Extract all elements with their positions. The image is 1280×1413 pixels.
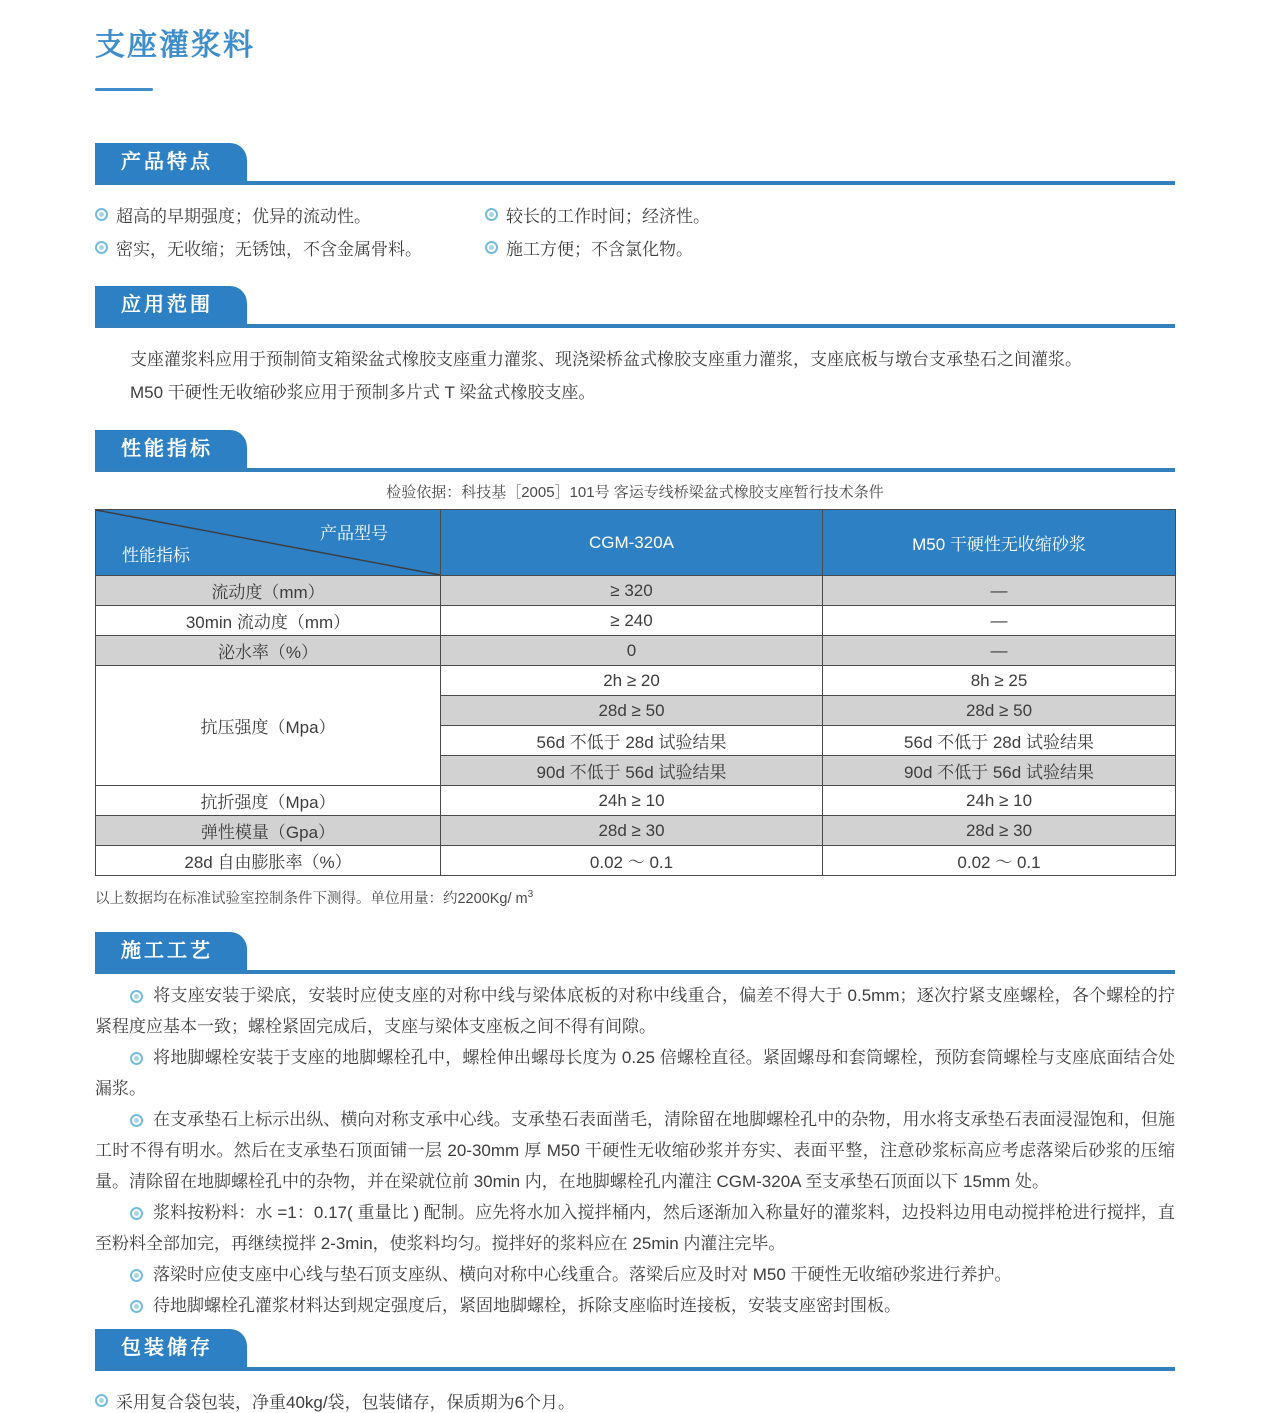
cell-value: 2h ≥ 20 (441, 666, 823, 696)
row-label: 30min 流动度（mm） (96, 606, 441, 636)
section-tab-features: 产品特点 (95, 143, 247, 181)
construction-step (95, 1290, 1175, 1321)
feature-text: 施工方便；不含氯化物。 (506, 240, 693, 259)
section-header-application (95, 286, 1175, 328)
row-label: 28d 自由膨胀率（%） (96, 846, 441, 876)
row-label-compressive-strength: 抗压强度（Mpa） (96, 666, 441, 786)
bullseye-icon (485, 208, 498, 221)
cell-value: 24h ≥ 10 (441, 786, 823, 816)
step-text: 将地脚螺栓安装于支座的地脚螺栓孔中，螺栓伸出螺母长度为 0.25 倍螺栓直径。紧固螺母和套筒螺栓，预防套筒螺栓与支座底面结合处漏浆。 (95, 1048, 1175, 1098)
inspection-basis-note: 检验依据：科技基［2005］101号 客运专线桥梁盆式橡胶支座暂行技术条件 (386, 484, 884, 501)
table-header-row (96, 510, 1176, 576)
bullseye-icon (95, 208, 108, 221)
feature-text: 超高的早期强度；优异的流动性。 (116, 207, 371, 226)
cell-value: — (823, 606, 1176, 636)
table-row (96, 666, 1176, 696)
cell-value: 24h ≥ 10 (823, 786, 1176, 816)
table-footnote (95, 887, 1175, 908)
feature-item (485, 198, 710, 231)
application-line: M50 干硬性无收缩砂浆应用于预制多片式 T 梁盆式橡胶支座。 (130, 383, 596, 402)
step-text: 将支座安装于梁底，安装时应使支座的对称中线与梁体底板的对称中线重合，偏差不得大于 0.5mm；逐次拧紧支座螺栓，各个螺栓的拧紧程度应基本一致；螺栓紧固完成后，支座与梁体支座板之间不得有间隙。 (95, 986, 1175, 1036)
section-tab-packaging: 包装储存 (95, 1329, 247, 1367)
corner-label-performance-index: 性能指标 (122, 546, 190, 565)
cell-value: 28d ≥ 30 (441, 816, 823, 846)
bullseye-icon (130, 1269, 143, 1282)
section-tab-performance: 性能指标 (95, 430, 247, 468)
table-row (96, 846, 1176, 876)
cell-value: 90d 不低于 56d 试验结果 (823, 756, 1176, 786)
section-tab-construction: 施工工艺 (95, 932, 247, 970)
page-title: 支座灌浆料 (95, 29, 255, 62)
bullseye-icon (95, 241, 108, 254)
table-row (96, 636, 1176, 666)
packaging-item (95, 1388, 1175, 1413)
table-row (96, 606, 1176, 636)
bullseye-icon (95, 1394, 108, 1407)
section-header-construction (95, 932, 1175, 974)
bullseye-icon (130, 1114, 143, 1127)
construction-step (95, 980, 1175, 1042)
features-column-left (95, 198, 485, 264)
table-row (96, 816, 1176, 846)
cell-value: 8h ≥ 25 (823, 666, 1176, 696)
cell-value: ≥ 320 (441, 576, 823, 606)
features-column-right (485, 198, 710, 264)
bullseye-icon (130, 1052, 143, 1065)
bullseye-icon (130, 990, 143, 1003)
table-corner-cell (96, 510, 441, 576)
section-header-performance (95, 430, 1175, 472)
construction-step (95, 1259, 1175, 1290)
cell-value: — (823, 576, 1176, 606)
cell-value: 56d 不低于 28d 试验结果 (823, 726, 1176, 756)
construction-step (95, 1197, 1175, 1259)
cell-value: 28d ≥ 50 (823, 696, 1176, 726)
features-list (95, 198, 1175, 264)
feature-item (95, 231, 485, 264)
performance-table (95, 509, 1176, 876)
cell-value: ≥ 240 (441, 606, 823, 636)
cell-value: 0 (441, 636, 823, 666)
bullseye-icon (130, 1207, 143, 1220)
row-label: 流动度（mm） (96, 576, 441, 606)
table-row (96, 786, 1176, 816)
section-header-features (95, 143, 1175, 185)
application-text (95, 343, 1175, 409)
feature-item (95, 198, 485, 231)
step-text: 待地脚螺栓孔灌浆材料达到规定强度后，紧固地脚螺栓，拆除支座临时连接板，安装支座密封围板。 (153, 1296, 901, 1315)
footnote-superscript: 3 (527, 889, 534, 901)
title-underline (95, 88, 153, 91)
column-header-cgm320a: CGM-320A (441, 510, 823, 576)
cell-value: 28d ≥ 30 (823, 816, 1176, 846)
table-row (96, 576, 1176, 606)
row-label: 弹性模量（Gpa） (96, 816, 441, 846)
construction-steps (95, 980, 1175, 1321)
feature-text: 密实，无收缩；无锈蚀，不含金属骨料。 (116, 240, 422, 259)
section-header-packaging (95, 1329, 1175, 1371)
cell-value: 28d ≥ 50 (441, 696, 823, 726)
section-tab-application: 应用范围 (95, 286, 247, 324)
bullseye-icon (485, 241, 498, 254)
row-label: 泌水率（%） (96, 636, 441, 666)
packaging-text: 采用复合袋包装，净重40kg/袋，包装储存，保质期为6个月。 (116, 1393, 576, 1412)
feature-item (485, 231, 710, 264)
construction-step (95, 1042, 1175, 1104)
cell-value: 90d 不低于 56d 试验结果 (441, 756, 823, 786)
row-label: 抗折强度（Mpa） (96, 786, 441, 816)
step-text: 浆料按粉料：水 =1：0.17( 重量比 ) 配制。应先将水加入搅拌桶内，然后逐渐加入称量好的灌浆料，边投料边用电动搅拌枪进行搅拌，直至粉料全部加完，再继续搅拌 2-3min，使浆料均匀。搅拌好的浆料应在 25min 内灌注完毕。 (95, 1203, 1175, 1253)
step-text: 落梁时应使支座中心线与垫石顶支座纵、横向对称中心线重合。落梁后应及时对 M50 干硬性无收缩砂浆进行养护。 (153, 1265, 1012, 1284)
cell-value: — (823, 636, 1176, 666)
construction-step (95, 1104, 1175, 1197)
cell-value: 56d 不低于 28d 试验结果 (441, 726, 823, 756)
step-text: 在支承垫石上标示出纵、横向对称支承中心线。支承垫石表面凿毛，清除留在地脚螺栓孔中的杂物，用水将支承垫石表面浸湿饱和，但施工时不得有明水。然后在支承垫石顶面铺一层 20-30mm 厚 M50 干硬性无收缩砂浆并夯实、表面平整，注意砂浆标高应考虑落梁后砂浆的压缩量。清除留在地脚螺栓孔中的杂物，并在梁就位前 30min 内，在地脚螺栓孔内灌注 CGM-320A 至支承垫石顶面以下 15mm 处。 (95, 1110, 1175, 1191)
cell-value: 0.02 ～ 0.1 (823, 846, 1176, 876)
corner-label-product-model: 产品型号 (320, 524, 388, 543)
application-line: 支座灌浆料应用于预制简支箱梁盆式橡胶支座重力灌浆、现浇梁桥盆式橡胶支座重力灌浆，支座底板与墩台支承垫石之间灌浆。 (130, 350, 1082, 369)
feature-text: 较长的工作时间；经济性。 (506, 207, 710, 226)
footnote-text: 以上数据均在标准试验室控制条件下测得。单位用量：约2200Kg/ m (95, 891, 528, 907)
bullseye-icon (130, 1300, 143, 1313)
column-header-m50: M50 干硬性无收缩砂浆 (823, 510, 1176, 576)
cell-value: 0.02 ～ 0.1 (441, 846, 823, 876)
